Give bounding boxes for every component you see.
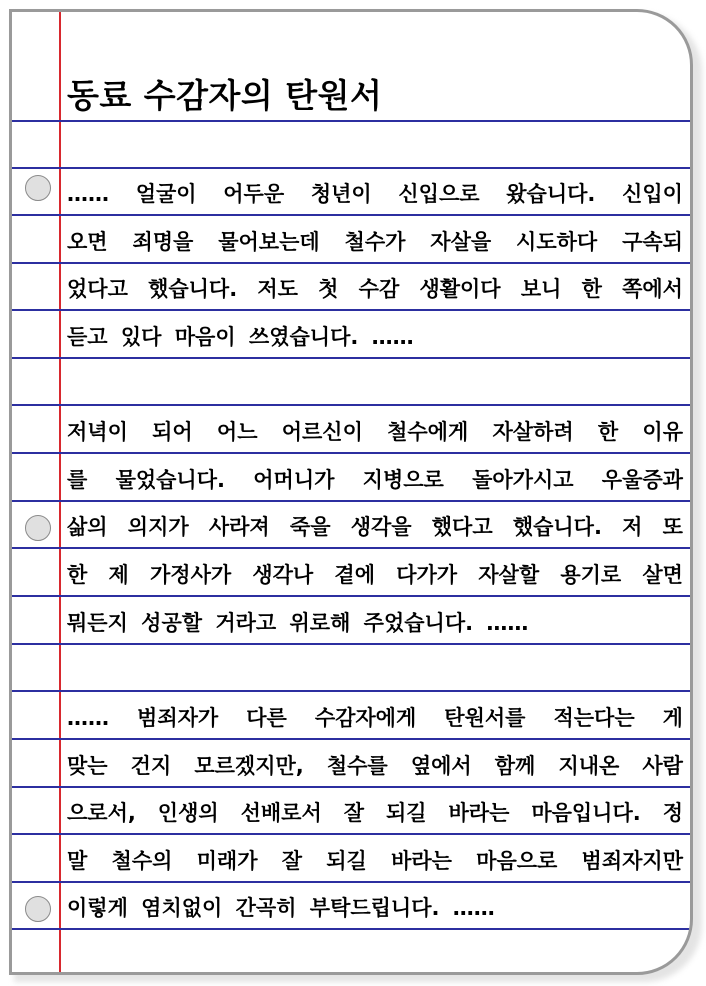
- text-line: 이렇게 염치없이 간곡히 부탁드립니다. ……: [67, 896, 495, 920]
- notebook-paper: [9, 9, 693, 975]
- rule-line: [12, 690, 690, 692]
- rule-line: [12, 928, 690, 930]
- text-line: 저녁이 되어 어느 어르신이 철수에게 자살하려 한 이유: [67, 420, 683, 444]
- text-line: …… 얼굴이 어두운 청년이 신입으로 왔습니다. 신입이: [67, 182, 683, 206]
- rule-line: [12, 452, 690, 454]
- text-line: 한 제 가정사가 생각나 곁에 다가가 자살할 용기로 살면: [67, 563, 683, 587]
- rule-line: [12, 262, 690, 264]
- rule-line: [12, 595, 690, 597]
- rule-line: [12, 547, 690, 549]
- binder-hole: [25, 175, 51, 201]
- rule-line: [12, 214, 690, 216]
- rule-line: [12, 738, 690, 740]
- text-line: 맞는 건지 모르겠지만, 철수를 옆에서 함께 지내온 사람: [67, 754, 683, 778]
- rule-line: [12, 120, 690, 122]
- binder-hole: [25, 896, 51, 922]
- binder-hole: [25, 515, 51, 541]
- text-line: 듣고 있다 마음이 쓰였습니다. ……: [67, 325, 414, 349]
- rule-line: [12, 167, 690, 169]
- rule-line: [12, 500, 690, 502]
- rule-line: [12, 404, 690, 406]
- text-line: 를 물었습니다. 어머니가 지병으로 돌아가시고 우울증과: [67, 468, 683, 492]
- text-line: 오면 죄명을 물어보는데 철수가 자살을 시도하다 구속되: [67, 230, 683, 254]
- red-margin-line: [59, 12, 61, 972]
- rule-line: [12, 643, 690, 645]
- text-line: 말 철수의 미래가 잘 되길 바라는 마음으로 범죄자지만: [67, 849, 683, 873]
- rule-line: [12, 357, 690, 359]
- rule-line: [12, 786, 690, 788]
- rule-line: [12, 833, 690, 835]
- page-title: 동료 수감자의 탄원서: [67, 76, 383, 115]
- rule-line: [12, 881, 690, 883]
- text-line: 으로서, 인생의 선배로서 잘 되길 바라는 마음입니다. 정: [67, 801, 683, 825]
- text-line: 뭐든지 성공할 거라고 위로해 주었습니다. ……: [67, 611, 529, 635]
- rule-line: [12, 309, 690, 311]
- text-line: 삶의 의지가 사라져 죽을 생각을 했다고 했습니다. 저 또: [67, 515, 683, 539]
- text-line: …… 범죄자가 다른 수감자에게 탄원서를 적는다는 게: [67, 706, 683, 730]
- text-line: 었다고 했습니다. 저도 첫 수감 생활이다 보니 한 쪽에서: [67, 277, 683, 301]
